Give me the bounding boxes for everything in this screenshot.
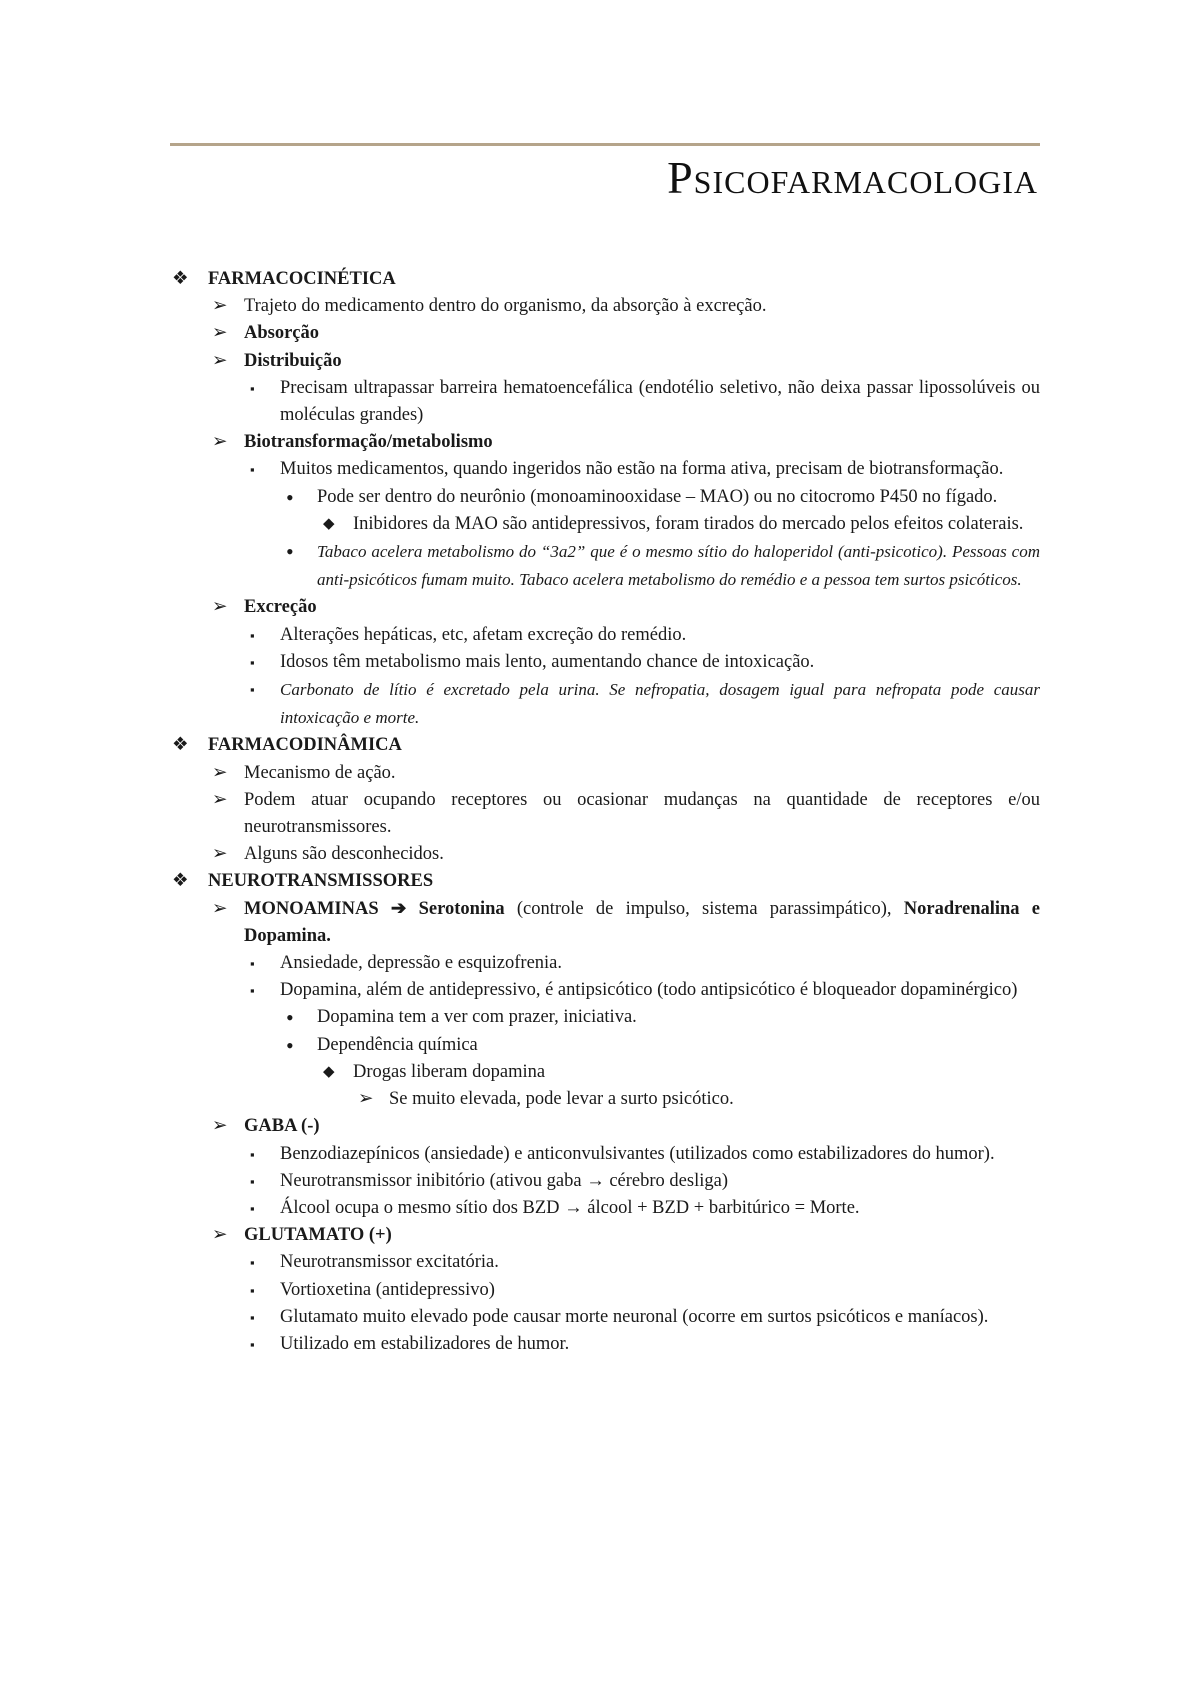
- list-item: [170, 1331, 1040, 1358]
- list-item: [170, 622, 1040, 649]
- item-text: Idosos têm metabolismo mais lento, aumentando chance de intoxicação.: [280, 651, 815, 672]
- list-item: [170, 375, 1040, 429]
- list-item: [170, 511, 1040, 538]
- list-item: [170, 456, 1040, 483]
- item-text: Mecanismo de ação.: [244, 762, 396, 783]
- square-bullet-icon: ▪: [250, 1146, 255, 1162]
- diamond4-bullet-icon: ❖: [172, 871, 189, 892]
- list-item: [170, 950, 1040, 977]
- heading-text: FARMACODINÂMICA: [208, 735, 402, 756]
- subheading-gaba: GABA (-): [244, 1116, 320, 1137]
- heading-text: NEUROTRANSMISSORES: [208, 871, 434, 892]
- item-text: Dopamina tem a ver com prazer, iniciativa.: [317, 1007, 637, 1028]
- bold-arrow-icon: ➔: [390, 898, 407, 919]
- subheading-biotransformacao: Biotransformação/metabolismo: [244, 432, 493, 453]
- square-bullet-icon: ▪: [250, 1255, 255, 1271]
- item-text: Neurotransmissor excitatória.: [280, 1252, 499, 1273]
- square-bullet-icon: ▪: [250, 627, 255, 643]
- dot-bullet-icon: •: [286, 1005, 294, 1031]
- square-bullet-icon: ▪: [250, 1173, 255, 1189]
- arrow-bullet-icon: ➢: [212, 898, 228, 919]
- arrow-bullet-icon: ➢: [212, 296, 228, 317]
- item-text: Trajeto do medicamento dentro do organismo, da absorção à excreção.: [244, 296, 767, 317]
- item-text: Dopamina, além de antidepressivo, é antipsicótico (todo antipsicótico é bloqueador dopaminérgico): [280, 980, 1018, 1001]
- square-bullet-icon: ▪: [250, 1309, 255, 1325]
- subheading-distribuicao: Distribuição: [244, 350, 342, 371]
- square-bullet-icon: ▪: [250, 380, 255, 396]
- subheading-excrecao: Excreção: [244, 597, 317, 618]
- list-item: [170, 1168, 1040, 1195]
- item-text: Pode ser dentro do neurônio (monoaminooxidase – MAO) ou no citocromo P450 no fígado.: [317, 486, 998, 507]
- square-bullet-icon: ▪: [250, 462, 255, 478]
- page-title: Psicofarmacologia: [667, 152, 1038, 203]
- square-bullet-icon: ▪: [250, 654, 255, 670]
- item-text: Tabaco acelera metabolismo do “3a2” que é o mesmo sítio do haloperidol (anti-psicotico). Pessoas com anti-psicóticos fumam muito. Tabaco acelera metabolismo do remédio e a pessoa tem surtos psicóticos.: [317, 542, 1040, 590]
- dot-bullet-icon: •: [286, 539, 294, 565]
- list-item-monoaminas: [170, 896, 1040, 950]
- arrow-bullet-icon: ➢: [212, 597, 228, 618]
- square-bullet-icon: ▪: [250, 682, 255, 698]
- list-item: [170, 787, 1040, 841]
- square-bullet-icon: ▪: [250, 1282, 255, 1298]
- item-text: Drogas liberam dopamina: [353, 1061, 546, 1082]
- diamond-bullet-icon: ◆: [323, 515, 335, 532]
- list-item: [170, 320, 1040, 347]
- item-text: Alterações hepáticas, etc, afetam excreção do remédio.: [280, 624, 687, 645]
- list-item: [170, 1113, 1040, 1140]
- dot-bullet-icon: •: [286, 484, 294, 510]
- list-item: [170, 977, 1040, 1004]
- item-text: Álcool ocupa o mesmo sítio dos BZD → álcool + BZD + barbitúrico = Morte.: [280, 1197, 860, 1218]
- list-item: [170, 484, 1040, 511]
- item-text: Glutamato muito elevado pode causar morte neuronal (ocorre em surtos psicóticos e maníacos).: [280, 1306, 989, 1327]
- item-text: Podem atuar ocupando receptores ou ocasionar mudanças na quantidade de receptores e/ou neurotransmissores.: [244, 789, 1040, 838]
- arrow-bullet-icon: ➢: [212, 762, 228, 783]
- arrow-bullet-icon: ➢: [212, 432, 228, 453]
- subheading-glutamato: GLUTAMATO (+): [244, 1225, 392, 1246]
- item-text: Benzodiazepínicos (ansiedade) e anticonvulsivantes (utilizados como estabilizadores do humor).: [280, 1143, 995, 1164]
- item-text: Neurotransmissor inibitório (ativou gaba → cérebro desliga): [280, 1170, 728, 1191]
- item-text: Muitos medicamentos, quando ingeridos não estão na forma ativa, precisam de biotransformação.: [280, 459, 1004, 480]
- subheading-absorcao: Absorção: [244, 323, 320, 344]
- item-text: Se muito elevada, pode levar a surto psicótico.: [389, 1089, 734, 1110]
- section-heading-farmacocinetica: [170, 266, 1040, 293]
- item-text: Utilizado em estabilizadores de humor.: [280, 1333, 570, 1354]
- arrow-bullet-icon: ➢: [358, 1089, 374, 1110]
- square-bullet-icon: ▪: [250, 1336, 255, 1352]
- list-item: [170, 429, 1040, 456]
- list-item: [170, 1277, 1040, 1304]
- square-bullet-icon: ▪: [250, 983, 255, 999]
- arrow-bullet-icon: ➢: [212, 789, 228, 810]
- item-text: (controle de impulso, sistema parassimpático),: [516, 898, 892, 919]
- list-item: [170, 293, 1040, 320]
- document-body: [170, 266, 1040, 1358]
- diamond-bullet-icon: ◆: [323, 1063, 335, 1080]
- section-heading-farmacodinamica: [170, 732, 1040, 759]
- arrow-bullet-icon: ➢: [212, 350, 228, 371]
- term-serotonina: Serotonina: [418, 898, 505, 919]
- arrow-bullet-icon: ➢: [212, 1116, 228, 1137]
- list-item: [170, 1004, 1040, 1031]
- list-item: [170, 841, 1040, 868]
- list-item: [170, 348, 1040, 375]
- item-text: Ansiedade, depressão e esquizofrenia.: [280, 953, 563, 974]
- list-item: [170, 649, 1040, 676]
- item-text: Inibidores da MAO são antidepressivos, foram tirados do mercado pelos efeitos colaterais.: [353, 513, 1024, 534]
- diamond4-bullet-icon: ❖: [172, 735, 189, 756]
- list-item: [170, 1195, 1040, 1222]
- list-item: [170, 1304, 1040, 1331]
- square-bullet-icon: ▪: [250, 956, 255, 972]
- header-rule: [170, 143, 1040, 146]
- list-item: [170, 1222, 1040, 1249]
- item-text: Precisam ultrapassar barreira hematoencefálica (endotélio seletivo, não deixa passar lipossolúveis ou moléculas grandes): [280, 377, 1040, 426]
- list-item: [170, 676, 1040, 732]
- list-item: [170, 1249, 1040, 1276]
- list-item: [170, 760, 1040, 787]
- item-text: Carbonato de lítio é excretado pela urina. Se nefropatia, dosagem igual para nefropata pode causar intoxicação e morte.: [280, 680, 1040, 728]
- item-text: Vortioxetina (antidepressivo): [280, 1279, 495, 1300]
- arrow-bullet-icon: ➢: [212, 844, 228, 865]
- item-text: Alguns são desconhecidos.: [244, 844, 444, 865]
- arrow-bullet-icon: ➢: [212, 323, 228, 344]
- list-item: [170, 1032, 1040, 1059]
- list-item: [170, 1086, 1040, 1113]
- list-item: [170, 1141, 1040, 1168]
- subheading-monoaminas: MONOAMINAS: [244, 898, 379, 919]
- heading-text: FARMACOCINÉTICA: [208, 269, 396, 289]
- list-item: [170, 594, 1040, 621]
- list-item: [170, 1059, 1040, 1086]
- list-item: [170, 538, 1040, 594]
- square-bullet-icon: ▪: [250, 1200, 255, 1216]
- arrow-bullet-icon: ➢: [212, 1225, 228, 1246]
- term-noradrenalina-dopamina: Noradrenalina e Dopamina.: [244, 898, 1040, 946]
- section-heading-neurotransmissores: [170, 868, 1040, 895]
- diamond4-bullet-icon: ❖: [172, 269, 189, 289]
- dot-bullet-icon: •: [286, 1032, 294, 1058]
- item-text: Dependência química: [317, 1034, 478, 1055]
